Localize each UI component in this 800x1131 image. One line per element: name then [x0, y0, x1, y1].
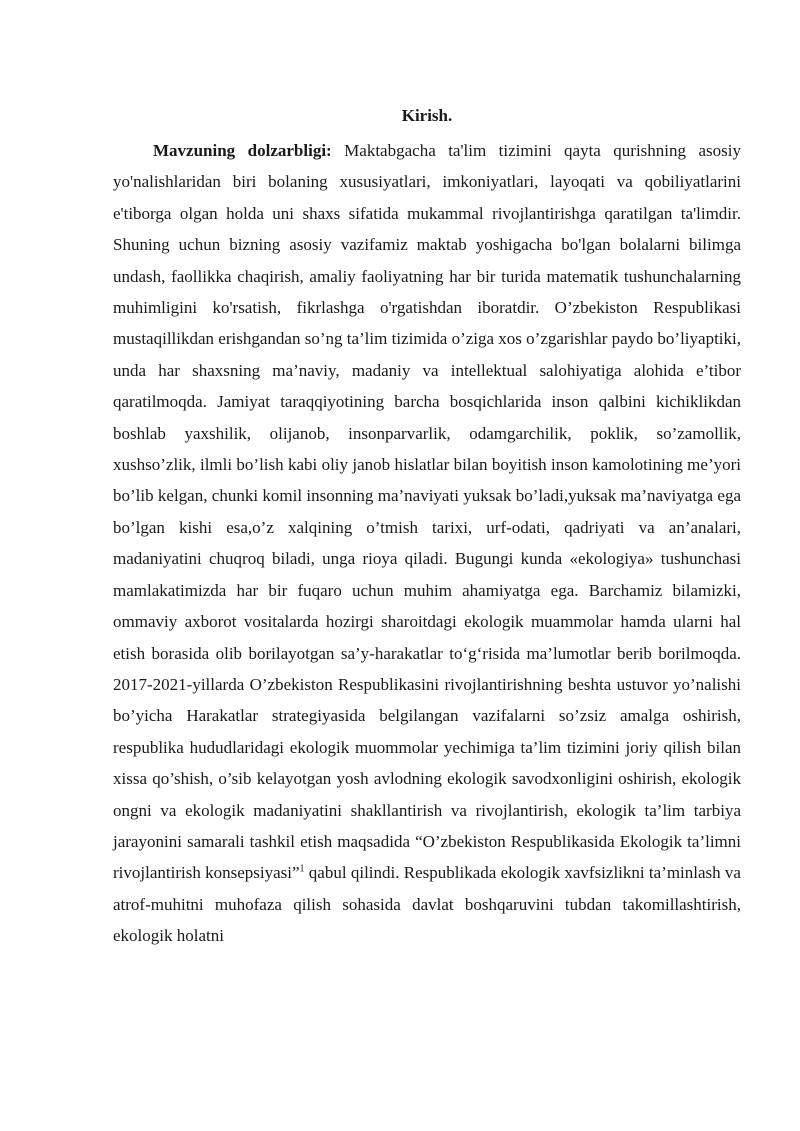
- section-title: Kirish.: [401, 106, 453, 125]
- footnote-reference[interactable]: 1: [299, 863, 305, 875]
- paragraph-text-part2: qabul qilindi. Respublikada ekologik xavfsizlikni ta’minlash va atrof-muhitni muhofaza qilish sohasida davlat boshqaruvini tubdan takomillashtirish, ekologik holatni: [113, 863, 741, 946]
- document-page: [113, 104, 741, 952]
- paragraph-text-part1: Maktabgacha ta'lim tizimini qayta qurishning asosiy yo'nalishlaridan biri bolaning xususiyatlari, imkoniyatlari, layoqati va qobiliyatlarini e'tiborga olgan holda uni shaxs sifatida mukammal rivojlantirishga qaratilgan ta'limdir. Shuning uchun bizning asosiy vazifamiz maktab yoshigacha bo'lgan bolalarni bilimga undash, faollikka chaqirish, amaliy faoliyatning har bir turida matematik tushunchalarning muhimligini ko'rsatish, fikrlashga o'rgatishdan iboratdir. O’zbekiston Respublikasi mustaqillikdan erishgandan so’ng ta’lim tizimida o’ziga xos o’zgarishlar paydo bo’liyaptiki, unda har shaxsning ma’naviy, madaniy va intellektual salohiyatiga alohida e’tibor qaratilmoqda. Jamiyat taraqqiyotining barcha bosqichlarida inson qalbini kichiklikdan boshlab yaxshilik, olijanob, insonparvarlik, odamgarchilik, poklik, so’zamollik, xushso’zlik, ilmli bo’lish kabi oliy janob hislatlar bilan boyitish inson kamolotining me’yori bo’lib kelgan, chunki komil insonning ma’naviyati yuksak bo’ladi,yuksak ma’naviyatga ega bo’lgan kishi esa,o’z xalqining o’tmish tarixi, urf-odati, qadriyati va an’analari, madaniyatini chuqroq biladi, unga rioya qiladi. Bugungi kunda «ekologiya» tushunchasi mamlakatimizda har bir fuqaro uchun muhim ahamiyatga ega. Barchamiz bilamizki, ommaviy axborot vositalarda hozirgi sharoitdagi ekologik muammolar hamda ularni hal etish borasida olib borilayotgan sa’y-harakatlar to‘g‘risida ma’lumotlar berib borilmoqda. 2017-2021-yillarda O’zbekiston Respublikasini rivojlantirishning beshta ustuvor yo’nalishi bo’yicha Harakatlar strategiyasida belgilangan vazifalarni so’zsiz amalga oshirish, respublika hududlaridagi ekologik muommolar yechimiga ta’lim tizimini joriy qilish bilan xissa qo’shish, o’sib kelayotgan yosh avlodning ekologik savodxonligini oshirish, ekologik ongni va ekologik madaniyatini shakllantirish va rivojlantirish, ekologik ta’lim tarbiya jarayonini samarali tashkil etish maqsadida “O’zbekiston Respublikasida Ekologik ta’limni rivojlantirish konsepsiyasi”: [113, 141, 741, 883]
- lead-label: Mavzuning dolzarbligi:: [153, 141, 332, 160]
- intro-paragraph: [113, 135, 741, 952]
